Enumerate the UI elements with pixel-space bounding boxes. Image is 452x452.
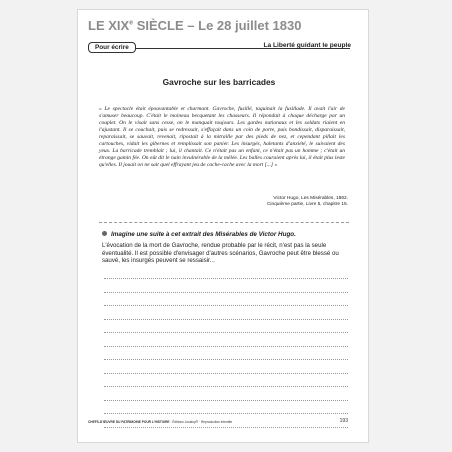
header-dash: –	[183, 18, 199, 33]
writing-prompt	[102, 231, 352, 238]
footer-publisher: · Éditions Jocatop® · Reproduction interdite	[169, 420, 233, 424]
bullet-icon	[102, 231, 107, 236]
writing-lines[interactable]	[104, 278, 348, 440]
page-number: 193	[339, 418, 348, 424]
century-superscript: e	[129, 19, 134, 27]
footer-credits	[88, 420, 232, 424]
source-part: Cinquième partie, Livre 5, chapitre 15.	[266, 202, 348, 207]
source-author: Victor Hugo, Les Misérables, 1862.	[273, 196, 348, 201]
activity-badge: Pour écrire	[88, 42, 136, 53]
chapter-header	[88, 18, 350, 33]
writing-line[interactable]	[104, 319, 348, 321]
writing-line[interactable]	[104, 278, 348, 280]
writing-line[interactable]	[104, 373, 348, 375]
worksheet-page	[78, 10, 368, 442]
writing-line[interactable]	[104, 413, 348, 415]
writing-line[interactable]	[104, 346, 348, 348]
section-divider	[99, 222, 349, 223]
quote-source	[267, 196, 348, 208]
writing-line[interactable]	[104, 332, 348, 334]
extract-quote: « Le spectacle était épouvantable et charmant. Gavroche, fusillé, taquinait la fusillade. Il avait l'air de s'amuser beaucoup. C'était le moineau becquetant les chasseurs. Il répondait à chaque décharge par un couplet. On le visait sans cesse, on le manquait toujours. Les gardes nationaux et les soldats riaient en l'ajustant. Il se couchait, puis se redressait, s'effaçait dans un coin de porte, puis bondissait, disparaissait, reparaissait, se sauvait, revenait, ripostait à la mitraille par des pieds de nez, et cependant pillait les cartouches, vidait les gibernes et remplissait son panier. Les insurgés, haletants d'anxiété, le suivaient des yeux. La barricade tremblait ; lui, il chantait. Ce n'était pas un enfant, ce n'était pas un homme ; c'était un étrange gamin fée. On eût dit le nain invulnérable de la mêlée. Les balles couraient après lui, il était plus leste qu'elles. Il jouait on ne sait quel effrayant jeu de cache-cache avec la mort [...] »	[99, 106, 345, 168]
writing-line[interactable]	[104, 359, 348, 361]
writing-line[interactable]	[104, 400, 348, 402]
prompt-text: Imagine une suite à cet extrait des Misérables de Victor Hugo.	[111, 231, 296, 238]
century-rest: SIÈCLE	[133, 18, 184, 33]
writing-line[interactable]	[104, 386, 348, 388]
page-title: Gavroche sur les barricades	[162, 77, 276, 87]
writing-line[interactable]	[104, 292, 348, 294]
header-date: Le 28 juillet 1830	[198, 18, 302, 33]
century-label: LE XIX	[88, 18, 130, 33]
footer-collection: CHEFS-D'ŒUVRE DU PATRIMOINE POUR L'HISTOIRE	[88, 420, 170, 424]
writing-line[interactable]	[104, 427, 348, 429]
section-title: La Liberté guidant le peuple	[263, 42, 351, 49]
instructions-text: L'évocation de la mort de Gavroche, rendue probable par le récit, n'est pas la seule éventualité. Il est possible d'envisager d'autres scénarios, Gavroche peut être blessé ou sauvé, les insurgés peuvent se ressaisir...	[102, 242, 339, 265]
writing-line[interactable]	[104, 305, 348, 307]
